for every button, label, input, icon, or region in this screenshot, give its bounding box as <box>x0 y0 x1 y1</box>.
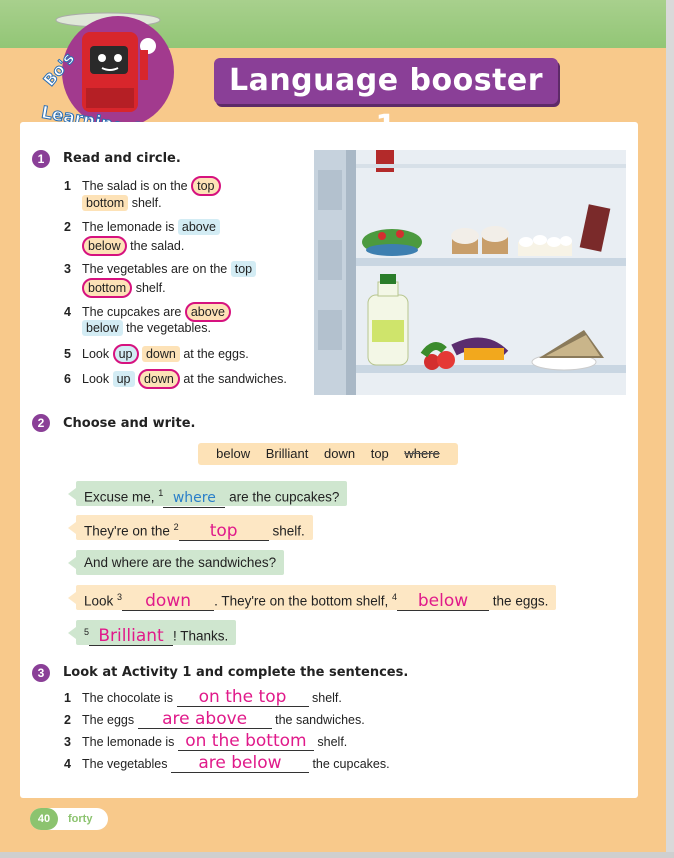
option-up[interactable]: up <box>113 371 135 387</box>
item-number: 5 <box>64 347 71 361</box>
fridge-illustration <box>314 150 626 395</box>
a1-item-4 <box>64 302 231 322</box>
word-bank-item-used: where <box>404 446 440 461</box>
activity-number-3: 3 <box>32 664 50 682</box>
a1-item-5 <box>64 344 249 364</box>
item-text: Look <box>82 372 110 386</box>
a1-item-4-cont <box>82 320 211 336</box>
a1-item-1 <box>64 176 221 196</box>
item-text: the cupcakes. <box>312 757 390 771</box>
option-below[interactable]: below <box>82 320 123 336</box>
item-text: The cupcakes are <box>82 305 182 319</box>
item-text: The vegetables are on the <box>82 262 228 276</box>
item-number: 4 <box>64 757 71 771</box>
dialogue-text: shelf. <box>272 523 305 539</box>
item-number: 6 <box>64 372 71 386</box>
item-number: 3 <box>64 735 71 749</box>
dialogue-line-2 <box>76 515 313 540</box>
activity-1-heading: Read and circle. <box>63 151 181 166</box>
item-text: shelf. <box>131 196 162 210</box>
a1-item-1-cont <box>82 195 162 211</box>
item-number: 3 <box>64 262 71 276</box>
item-number: 4 <box>64 305 71 319</box>
page-number: 40 <box>30 808 58 830</box>
item-number: 1 <box>64 691 71 705</box>
item-text: the vegetables. <box>126 321 211 335</box>
dialogue-text: are the cupcakes? <box>229 489 340 505</box>
dialogue-text: Look <box>84 593 114 609</box>
a3-item-4 <box>64 754 390 773</box>
page-number-badge <box>30 808 108 830</box>
activity-number-2: 2 <box>32 414 50 432</box>
word-bank <box>198 443 458 465</box>
page-edge <box>666 0 674 858</box>
logo-text-bos: Bo's <box>39 48 79 90</box>
a1-item-6 <box>64 369 287 389</box>
item-text: The lemonade is <box>82 735 175 749</box>
a3-item-2 <box>64 710 365 729</box>
option-down[interactable]: down <box>142 346 180 362</box>
dialogue-line-3 <box>76 550 284 575</box>
dialogue-text: ! Thanks. <box>173 628 229 644</box>
answer-gap[interactable]: are above <box>138 710 272 729</box>
dialogue-text: . They're on the bottom shelf, <box>214 593 389 609</box>
answer-gap[interactable]: on the bottom <box>178 732 314 751</box>
answer-gap[interactable]: are below <box>171 754 309 773</box>
a3-item-3 <box>64 732 347 751</box>
option-top-circled[interactable]: top <box>191 176 220 196</box>
option-bottom-circled[interactable]: bottom <box>82 278 132 298</box>
option-above-circled[interactable]: above <box>185 302 231 322</box>
gap-number: 3 <box>117 592 123 602</box>
item-text: shelf. <box>312 691 342 705</box>
title-banner <box>214 58 558 104</box>
page-title: Language booster <box>228 63 544 98</box>
a3-item-1 <box>64 688 342 707</box>
page-edge-bottom <box>0 852 674 858</box>
item-text: The lemonade is <box>82 220 175 234</box>
word-bank-item: top <box>370 446 389 461</box>
dialogue-text: the eggs. <box>492 593 549 609</box>
item-number: 1 <box>64 179 71 193</box>
dialogue-line-4 <box>76 585 556 610</box>
option-bottom[interactable]: bottom <box>82 195 128 211</box>
page-number-word: forty <box>68 813 93 825</box>
a1-item-3-cont <box>82 278 166 298</box>
item-text: The salad is on the <box>82 179 188 193</box>
dialogue-text: Excuse me, <box>84 489 155 505</box>
item-text: Look <box>82 347 110 361</box>
answer-gap[interactable]: down <box>122 592 214 611</box>
a1-item-2 <box>64 219 220 235</box>
gap-number: 5 <box>84 627 90 637</box>
item-text: The chocolate is <box>82 691 174 705</box>
activity-number-1: 1 <box>32 150 50 168</box>
a1-item-2-cont <box>82 236 184 256</box>
option-above[interactable]: above <box>178 219 220 235</box>
item-text: The vegetables <box>82 757 168 771</box>
option-top[interactable]: top <box>231 261 256 277</box>
answer-gap[interactable]: on the top <box>177 688 309 707</box>
item-text: The eggs <box>82 713 135 727</box>
item-text: shelf. <box>135 281 166 295</box>
item-text: at the eggs. <box>183 347 249 361</box>
word-bank-item: down <box>324 446 356 461</box>
dialogue-text: And where are the sandwiches? <box>84 555 277 570</box>
item-number: 2 <box>64 220 71 234</box>
word-bank-item: Brilliant <box>265 446 309 461</box>
gap-number: 2 <box>173 522 179 532</box>
item-text: the salad. <box>130 239 185 253</box>
item-number: 2 <box>64 713 71 727</box>
option-below-circled[interactable]: below <box>82 236 127 256</box>
dialogue-text: They're on the <box>84 523 170 539</box>
a1-item-3 <box>64 261 256 277</box>
answer-gap[interactable]: top <box>179 522 269 541</box>
gap-number: 4 <box>392 592 398 602</box>
activity-2-heading: Choose and write. <box>63 416 196 431</box>
activity-3-heading: Look at Activity 1 and complete the sentences. <box>63 665 409 680</box>
dialogue-line-1 <box>76 481 347 506</box>
option-up-circled[interactable]: up <box>113 344 139 364</box>
dialogue-line-5 <box>76 620 236 645</box>
word-bank-item: below <box>216 446 251 461</box>
answer-gap[interactable]: below <box>397 592 489 611</box>
option-down-circled[interactable]: down <box>138 369 180 389</box>
item-text: at the sandwiches. <box>183 372 287 386</box>
answer-gap[interactable]: Brilliant <box>89 627 173 646</box>
item-text: the sandwiches. <box>275 713 365 727</box>
answer-gap[interactable]: where <box>163 489 225 508</box>
item-text: shelf. <box>317 735 348 749</box>
gap-number: 1 <box>158 488 164 498</box>
